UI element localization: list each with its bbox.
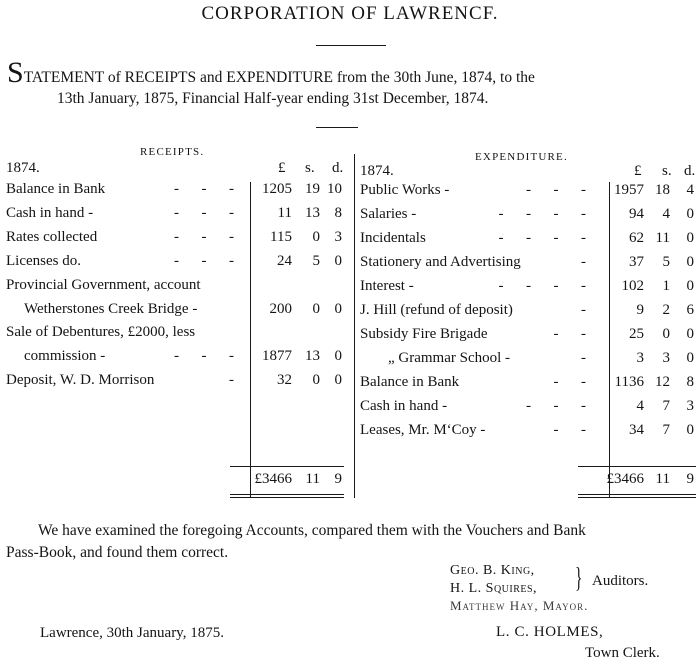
expenditure-row-pence: 4 [686,182,694,198]
expenditure-row [0,422,700,442]
expenditure-row-shillings: 7 [662,398,670,414]
expenditure-row-pounds: 37 [629,254,644,270]
expenditure-heading: EXPENDITURE. [475,151,568,163]
expenditure-row-leader: - [581,350,586,366]
expenditure-row-leader: - - - [526,398,586,414]
receipts-row-shillings: 0 [312,228,320,245]
expenditure-total-pounds: £3466 [606,471,644,487]
expenditure-row-shillings: 3 [662,350,670,366]
receipts-row-pounds: 115 [270,228,292,245]
receipts-row-pence: 0 [334,372,342,389]
receipts-pence-header: d. [332,160,344,176]
receipts-row-label: Sale of Debentures, £2000, less [6,324,196,341]
receipts-year: 1874. [6,160,40,176]
expenditure-row-label: Balance in Bank [360,374,460,390]
statement-line-1 [7,58,535,88]
clerk-title: Town Clerk. [585,645,660,661]
expenditure-row [0,230,700,250]
place-date: Lawrence, 30th January, 1875. [40,625,224,641]
expenditure-pence-header: d. [684,163,696,179]
expenditure-row-leader: - - [553,326,586,342]
expenditure-row-leader: - - - - [498,206,586,222]
expenditure-total-pence: 9 [686,471,694,487]
receipts-row-label: Cash in hand - [6,204,94,221]
expenditure-total-rule-double [578,497,696,498]
expenditure-row-pounds: 94 [629,206,644,222]
expenditure-row-shillings: 0 [662,326,670,342]
receipts-row-shillings: 19 [305,181,320,197]
receipts-row-label: Deposit, W. D. Morrison [6,372,155,389]
expenditure-row-label: Stationery and Advertising [360,254,521,270]
receipts-row-leader: - - - [174,252,234,269]
expenditure-row-label: Incidentals [360,230,426,246]
receipts-row-label: Licenses do. [6,252,81,269]
expenditure-row-label: Interest - [360,278,414,294]
receipts-row-shillings: 13 [305,348,320,365]
expenditure-row-label: Salaries - [360,206,417,222]
receipts-row-label: Wetherstones Creek Bridge - [24,300,198,317]
expenditure-row-pence: 3 [686,398,694,414]
statement-line-1-text: TATEMENT of RECEIPTS and EXPENDITURE from the 30th June, 1874, to the [23,69,535,86]
receipts-row-pence: 8 [334,204,342,221]
receipts-row-pence: 0 [334,300,342,317]
receipts-shillings-header: s. [305,160,315,176]
auditors-label: Auditors. [592,573,649,589]
expenditure-year: 1874. [360,163,394,179]
title-rule [316,45,386,46]
receipts-row-pence: 10 [327,181,342,197]
expenditure-row [0,374,700,394]
expenditure-row-pounds: 4 [636,398,644,414]
statement-dropcap: S [7,56,24,89]
expenditure-row-label: „ Grammar School - [388,350,511,366]
receipts-row-leader: - - - [174,228,234,245]
receipts-row-shillings: 13 [305,204,320,221]
expenditure-row-pence: 0 [686,422,694,438]
expenditure-row-pence: 0 [686,350,694,366]
receipts-row-shillings: 5 [312,252,320,269]
receipts-row-pounds: 24 [277,252,292,269]
expenditure-row-shillings: 11 [655,230,670,246]
receipts-row-leader: - - - [174,204,234,221]
receipts-total-shillings: 11 [305,471,320,487]
expenditure-row-pence: 0 [686,254,694,270]
receipts-row-leader: - [229,372,234,389]
expenditure-row-pence: 0 [686,206,694,222]
receipts-row-pounds: 1877 [262,348,292,365]
receipts-total-rule-double [230,497,344,498]
receipts-row-pounds: 11 [277,204,292,221]
expenditure-row-pounds: 34 [629,422,644,438]
expenditure-row [0,350,700,370]
expenditure-row-shillings: 2 [662,302,670,318]
expenditure-row-pence: 8 [686,374,694,390]
expenditure-pounds-header: £ [634,163,642,179]
expenditure-shillings-header: s. [662,163,672,179]
expenditure-row-label: Subsidy Fire Brigade [360,326,488,342]
expenditure-row-leader: - - - - [498,278,586,294]
expenditure-row [0,254,700,274]
expenditure-row-leader: - - - - [498,230,586,246]
expenditure-row [0,398,700,418]
expenditure-row-label: Public Works - [360,182,450,198]
receipts-row-pounds: 1205 [262,181,292,197]
certification-line-1: We have examined the foregoing Accounts, compared them with the Vouchers and Bank [38,522,586,539]
expenditure-row-label: Cash in hand - [360,398,448,414]
expenditure-row-pounds: 1957 [614,182,644,198]
expenditure-row-shillings: 7 [662,422,670,438]
expenditure-row-pounds: 25 [629,326,644,342]
receipts-heading: RECEIPTS. [140,146,205,158]
statement-rule [316,127,358,128]
clerk-name: L. C. HOLMES, [496,624,604,640]
auditor-name-1: Geo. B. King, [450,563,535,578]
expenditure-row-pounds: 1136 [614,374,644,390]
receipts-total-pounds: £3466 [254,471,292,487]
expenditure-row [0,302,700,322]
expenditure-row-pounds: 9 [636,302,644,318]
document-title: CORPORATION OF LAWRENCF. [201,3,499,24]
receipts-row-pounds: 200 [269,300,292,317]
receipts-row-leader: - - - [174,348,234,365]
expenditure-total-shillings: 11 [655,471,670,487]
receipts-pounds-header: £ [278,160,286,176]
expenditure-row-leader: - - - [526,182,586,198]
expenditure-row-leader: - [581,254,586,270]
statement-line-2: 13th January, 1875, Financial Half-year ending 31st December, 1874. [57,90,489,107]
expenditure-row [0,278,700,298]
receipts-row-pence: 0 [334,252,342,269]
expenditure-row-leader: - [581,302,586,318]
auditor-name-2: H. L. Squires, [450,581,538,596]
receipts-row-shillings: 0 [312,300,320,317]
receipts-row-pence: 3 [334,228,342,245]
receipts-row-label: Balance in Bank [6,181,106,197]
expenditure-row-shillings: 1 [662,278,670,294]
expenditure-row-shillings: 12 [655,374,670,390]
expenditure-row-shillings: 4 [662,206,670,222]
expenditure-row-pounds: 102 [621,278,644,294]
receipts-row-leader: - - - [174,181,234,197]
receipts-row-pence: 0 [334,348,342,365]
mayor-signature: Matthew Hay, Mayor. [450,598,589,613]
receipts-row-pounds: 32 [277,372,292,389]
receipts-row-label: Rates collected [6,228,98,245]
expenditure-row-label: Leases, Mr. M‘Coy - [360,422,486,438]
expenditure-row-pounds: 3 [636,350,644,366]
expenditure-row [0,326,700,346]
expenditure-row-leader: - - [553,374,586,390]
expenditure-row-leader: - - [553,422,586,438]
expenditure-total-rule-top [578,466,696,467]
receipts-row-label: Provincial Government, account [6,276,201,293]
expenditure-row-shillings: 18 [655,182,670,198]
expenditure-row [0,206,700,226]
expenditure-row [0,182,700,202]
expenditure-row-shillings: 5 [662,254,670,270]
expenditure-row-pounds: 62 [629,230,644,246]
expenditure-row-pence: 0 [686,230,694,246]
receipts-row-shillings: 0 [312,372,320,389]
receipts-total-pence: 9 [334,471,342,487]
certification-line-2: Pass-Book, and found them correct. [6,544,229,561]
expenditure-row-label: J. Hill (refund of deposit) [360,302,513,318]
expenditure-row-pence: 0 [686,278,694,294]
auditors-brace-icon: } [575,563,583,594]
receipts-total-rule-top [230,466,344,467]
expenditure-row-pence: 6 [686,302,694,318]
expenditure-total-rule-bottom [578,494,696,495]
receipts-total-rule-bottom [230,494,344,495]
expenditure-row-pence: 0 [686,326,694,342]
receipts-row-label: commission - [24,348,106,365]
